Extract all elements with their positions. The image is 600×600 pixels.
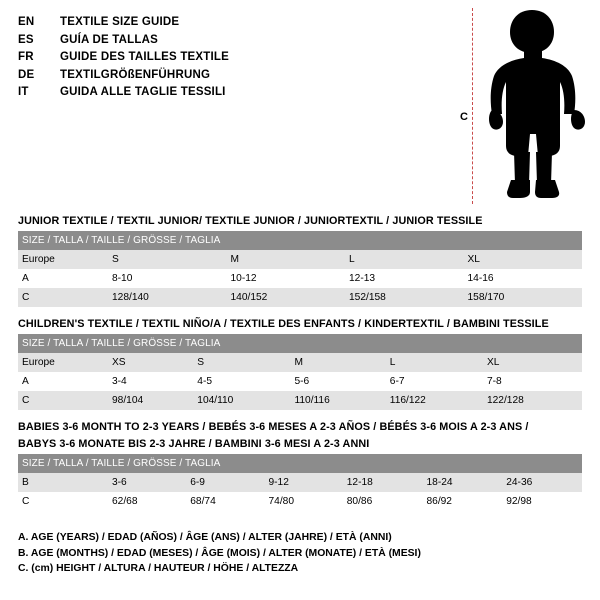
section-babies-textile: [18, 420, 582, 511]
row-label: A: [18, 269, 108, 288]
cell: 6-7: [386, 372, 483, 391]
table-head-row: [18, 231, 582, 250]
section-title-line-1: BABIES 3-6 MONTH TO 2-3 YEARS / BEBÉS 3-6 MESES A 2-3 AÑOS / BÉBÉS 3-6 MOIS A 2-3 ANS /: [18, 421, 529, 433]
language-row: [18, 84, 438, 102]
cell: 6-9: [186, 473, 264, 492]
cell: 14-16: [464, 269, 583, 288]
cell: 116/122: [386, 391, 483, 410]
children-size-table: [18, 334, 582, 410]
row-label: A: [18, 372, 108, 391]
row-label: C: [18, 492, 108, 511]
language-row: [18, 49, 438, 67]
cell: 74/80: [265, 492, 343, 511]
cell: 18-24: [422, 473, 502, 492]
language-title: TEXTILGRÖßENFÜHRUNG: [60, 68, 211, 81]
cell: L: [345, 250, 464, 269]
language-code: IT: [18, 86, 29, 98]
cell: 98/104: [108, 391, 193, 410]
row-label: B: [18, 473, 108, 492]
language-row: [18, 67, 438, 85]
cell: XS: [108, 353, 193, 372]
cell: 92/98: [502, 492, 582, 511]
cell: 4-5: [193, 372, 290, 391]
footnotes: [18, 530, 582, 577]
cell: 128/140: [108, 288, 227, 307]
cell: L: [386, 353, 483, 372]
cell: 12-18: [343, 473, 423, 492]
cell: M: [290, 353, 385, 372]
table-head-label: SIZE / TALLA / TAILLE / GRÖSSE / TAGLIA: [18, 334, 582, 353]
measurement-figure: [450, 6, 590, 206]
language-code: DE: [18, 68, 35, 81]
section-title: CHILDREN'S TEXTILE / TEXTIL NIÑO/A / TEXTILE DES ENFANTS / KINDERTEXTIL / BAMBINI TESSILE: [18, 318, 549, 330]
language-title: GUIDA ALLE TAGLIE TESSILI: [60, 86, 226, 98]
cell: 68/74: [186, 492, 264, 511]
language-code: EN: [18, 16, 35, 28]
table-row: [18, 269, 582, 288]
language-code: ES: [18, 33, 34, 46]
cell: XL: [483, 353, 582, 372]
language-title: GUIDE DES TAILLES TEXTILE: [60, 51, 229, 63]
cell: 7-8: [483, 372, 582, 391]
cell: 62/68: [108, 492, 186, 511]
section-childrens-textile: [18, 317, 582, 410]
cell: M: [227, 250, 346, 269]
row-label: Europe: [18, 250, 108, 269]
cell: 9-12: [265, 473, 343, 492]
cell: 3-6: [108, 473, 186, 492]
cell: 12-13: [345, 269, 464, 288]
language-row: [18, 32, 438, 50]
cell: 140/152: [227, 288, 346, 307]
cell: 80/86: [343, 492, 423, 511]
cell: XL: [464, 250, 583, 269]
cell: 8-10: [108, 269, 227, 288]
child-silhouette-icon: [480, 6, 590, 206]
footnote-c: C. (cm) HEIGHT / ALTURA / HAUTEUR / HÖHE / ALTEZZA: [18, 563, 299, 574]
section-title: JUNIOR TEXTILE / TEXTIL JUNIOR/ TEXTILE JUNIOR / JUNIORTEXTIL / JUNIOR TESSILE: [18, 215, 483, 227]
row-label: C: [18, 391, 108, 410]
babies-size-table: [18, 454, 582, 511]
cell: 110/116: [290, 391, 385, 410]
language-title: TEXTILE SIZE GUIDE: [60, 16, 180, 28]
table-row: [18, 473, 582, 492]
cell: 24-36: [502, 473, 582, 492]
height-measure-line: [472, 8, 473, 204]
cell: 86/92: [422, 492, 502, 511]
table-row: [18, 353, 582, 372]
table-row: [18, 372, 582, 391]
language-code: FR: [18, 51, 34, 63]
footnote-a: A. AGE (YEARS) / EDAD (AÑOS) / ÂGE (ANS) / ALTER (JAHRE) / ETÀ (ANNI): [18, 532, 392, 543]
table-head-row: [18, 454, 582, 473]
cell: 122/128: [483, 391, 582, 410]
cell: S: [108, 250, 227, 269]
measure-label-c: C: [460, 111, 468, 123]
language-header: [18, 14, 438, 102]
table-head-row: [18, 334, 582, 353]
section-title-line-2: BABYS 3-6 MONATE BIS 2-3 JAHRE / BAMBINI 3-6 MESI A 2-3 ANNI: [18, 438, 370, 450]
footnote-b: B. AGE (MONTHS) / EDAD (MESES) / ÂGE (MOIS) / ALTER (MONATE) / ETÀ (MESI): [18, 547, 421, 559]
language-title: GUÍA DE TALLAS: [60, 33, 158, 46]
table-head-label: SIZE / TALLA / TAILLE / GRÖSSE / TAGLIA: [18, 454, 582, 473]
row-label: Europe: [18, 353, 108, 372]
junior-size-table: [18, 231, 582, 307]
cell: 10-12: [227, 269, 346, 288]
cell: 3-4: [108, 372, 193, 391]
table-row: [18, 492, 582, 511]
cell: 5-6: [290, 372, 385, 391]
row-label: C: [18, 288, 108, 307]
table-row: [18, 288, 582, 307]
table-head-label: SIZE / TALLA / TAILLE / GRÖSSE / TAGLIA: [18, 231, 582, 250]
table-row: [18, 250, 582, 269]
cell: 104/110: [193, 391, 290, 410]
table-row: [18, 391, 582, 410]
language-row: [18, 14, 438, 32]
cell: 158/170: [464, 288, 583, 307]
section-junior-textile: [18, 214, 582, 307]
cell: 152/158: [345, 288, 464, 307]
cell: S: [193, 353, 290, 372]
